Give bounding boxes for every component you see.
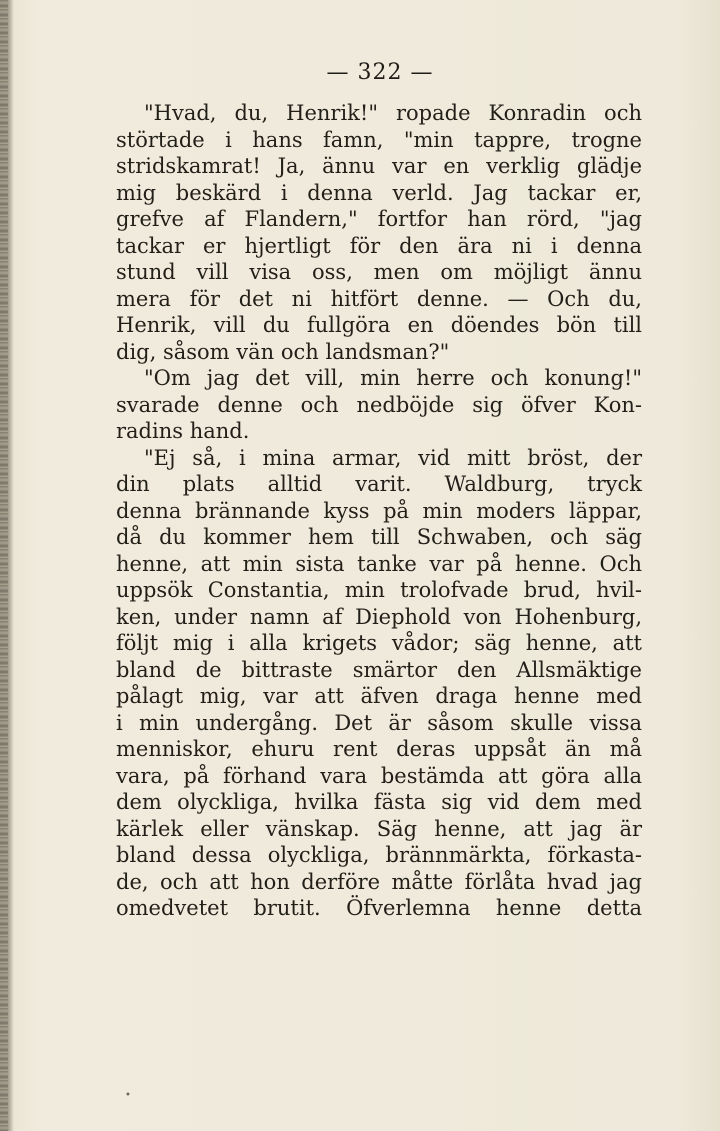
paper-speck: • <box>125 1090 131 1101</box>
text-line: uppsök Constantia, min trolofvade brud, hvil- <box>116 578 642 602</box>
body-text <box>116 100 642 922</box>
text-line: grefve af Flandern," fortfor han rörd, "jag <box>116 207 642 231</box>
text-line: då du kommer hem till Schwaben, och säg <box>116 525 642 549</box>
text-line: "Hvad, du, Henrik!" ropade Konradin och <box>144 101 642 125</box>
text-line: störtade i hans famn, "min tappre, trogne <box>116 127 642 152</box>
text-line: menniskor, ehuru rent deras uppsåt än må <box>116 737 642 761</box>
text-line: i min undergång. Det är såsom skulle vissa <box>116 710 642 735</box>
text-line: Henrik, vill du fullgöra en döendes bön till <box>116 313 642 337</box>
binding-shadow <box>8 0 14 1131</box>
text-line: svarade denne och nedböjde sig öfver Kon- <box>116 392 642 417</box>
page-number: — 322 — <box>326 60 434 85</box>
text-line: stund vill visa oss, men om möjligt ännu <box>116 260 642 284</box>
book-binding-edge <box>0 0 8 1131</box>
text-line: pålagt mig, var att äfven draga henne med <box>116 684 642 708</box>
text-line: bland dessa olyckliga, brännmärkta, förkasta- <box>116 843 642 867</box>
text-line: "Ej så, i mina armar, vid mitt bröst, der <box>144 445 642 470</box>
text-line: stridskamrat! Ja, ännu var en verklig glädje <box>116 154 642 178</box>
text-line: denna brännande kyss på min moders läppar, <box>116 498 642 523</box>
text-line: ken, under namn af Diephold von Hohenburg, <box>116 604 642 629</box>
text-line: dem olyckliga, hvilka fästa sig vid dem med <box>116 790 642 814</box>
text-line: mera för det ni hitfört denne. — Och du, <box>116 286 642 311</box>
text-line: radins hand. <box>116 419 250 443</box>
text-line: din plats alltid varit. Waldburg, tryck <box>116 472 642 496</box>
text-line: "Om jag det vill, min herre och konung!" <box>144 366 642 390</box>
text-line: vara, på förhand vara bestämda att göra alla <box>116 763 642 788</box>
text-line: följt mig i alla krigets vådor; säg henne, att <box>116 631 642 655</box>
text-line: kärlek eller vänskap. Säg henne, att jag är <box>116 816 642 841</box>
text-line: henne, att min sista tanke var på henne. Och <box>116 551 642 576</box>
text-line: de, och att hon derföre måtte förlåta hvad jag <box>116 869 642 894</box>
text-line: dig, såsom vän och landsman?" <box>116 339 450 364</box>
text-line: tackar er hjertligt för den ära ni i denna <box>116 233 642 258</box>
text-line: mig beskärd i denna verld. Jag tackar er, <box>116 180 642 205</box>
text-line: bland de bittraste smärtor den Allsmäktige <box>116 657 642 682</box>
text-line: omedvetet brutit. Öfverlemna henne detta <box>116 896 642 920</box>
